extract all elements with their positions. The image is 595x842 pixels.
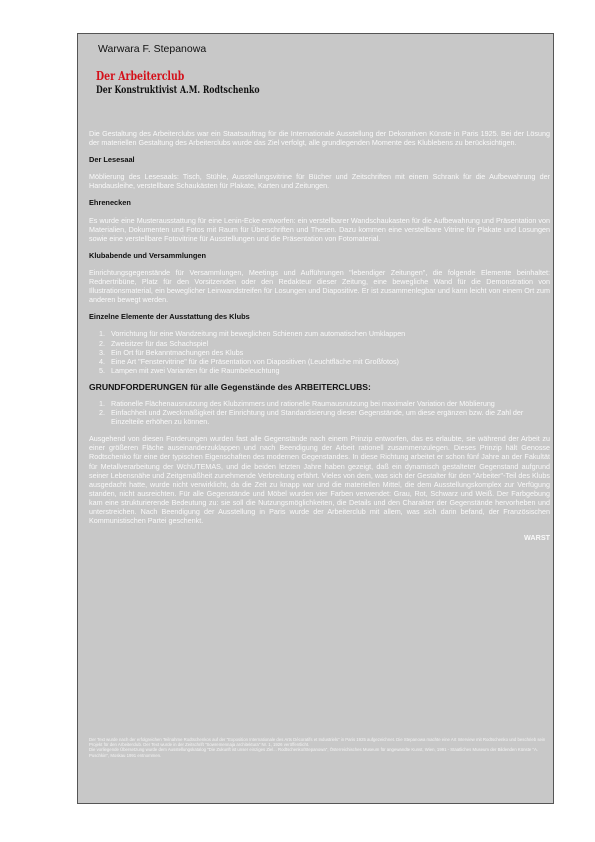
requirements-list (89, 399, 550, 426)
footnotes (89, 737, 550, 758)
list-item: 2. Zweisitzer für das Schachspiel (107, 339, 550, 348)
page-subtitle: Der Konstruktivist A.M. Rodtschenko (96, 85, 260, 96)
signature: WARST (524, 533, 550, 543)
list-item: 3. Ein Ort für Bekanntmachungen des Klubs (107, 348, 550, 357)
section-text: Es wurde eine Musterausstattung für eine Lenin-Ecke entworfen: ein verstellbarer Wandschaukasten für die Aufbewahrung und Präsentation von Materialien, Dokumenten und Fotos mit Raum für Überschriften und Thesen. Dazu kommen eine verstellbare Vitrine für Plakate und Losungen sowie eine verstellbare Fotovitrine für Ausstellungen und die Präsentation von Fotomaterial. (89, 215, 550, 243)
requirements-heading: GRUNDFORDERUNGEN für alle Gegenstände des ARBEITERCLUBS: (89, 381, 371, 392)
list-item: 4. Eine Art "Fenstervitrine" für die Präsentation von Diapositiven (Leuchtfläche mit Großfotos) (107, 357, 550, 366)
section-text: Möblierung des Lesesaals: Tisch, Stühle, Ausstellungsvitrine für Bücher und Zeitschriften mit einem Schrank für die Aufbewahrung der Handausleihe, verstellbare Schaukästen für Plakate, Karten und Zeitungen. (89, 172, 550, 191)
section-heading: Der Lesesaal (89, 155, 135, 165)
conclusion-paragraph: Ausgehend von diesen Forderungen wurden fast alle Gegenstände nach einem Prinzip entworfen, das es erlaubte, sie während der Arbeit zu einer größeren Fläche auseinanderzuklappen und nach Beendigung der Arbeit rationell zusammenzulegen. Dieses Prinzip hält Genosse Rodtschenko für eine der typischen Eigenschaften des modernen Gegenstandes. In diese Richtung arbeitet er schon fünf Jahre an der Fakultät für Metallverarbeitung der WchUTEMAS, und die beiden letzten Jahre haben gezeigt, daß ein dynamisch gestalteter Gegenstand aufgrund seiner Lebensnähe und Zeitgemäßheit zunehmende Verbreitung erfährt. Vieles von dem, was sich der Gestalter für den "Arbeiter"-Teil des Klubs ausgedacht hatte, wurde nicht verwirklicht, da die Zeit zu knapp war und die materiellen Mittel, die dem Ausstellungskomplex zur Verfügung standen, nicht ausreichten. Für alle Gegenstände und Möbel wurden vier Farben verwendet: Grau, Rot, Schwarz und Weiß. Der Farbgebung kam eine strukturierende Bedeutung zu: sie soll die Nutzungsmöglichkeiten, die Details und den Charakter der Gegenstände hervorheben und unterstreichen. Nach Beendigung der Ausstellung in Paris wurde der Arbeiterclub mit allem, was sich darin befand, der Französischen Kommunistischen Partei geschenkt. (89, 434, 550, 526)
list-item: 2. Einfachheit und Zweckmäßigkeit der Einrichtung und Standardisierung dieser Gegenstände, um diese ergänzen bzw. die Zahl der Einzelteile erhöhen zu können. (107, 408, 550, 426)
page-panel (77, 33, 554, 804)
article-body (89, 129, 550, 550)
footnote: Der Text wurde nach der erfolgreichen Teilnahme Rodtschenkos auf der "Exposition Internationale des Arts Décoratifs et Industriels" in Paris 1925 aufgezeichnet. Die Stepanowa machte eine Art Interview mit Rodtschenko und beschrieb sein Projekt für den Arbeiterclub. Der Text wurde in der Zeitschrift "Sowremennaja architektura" Nr. 1, 1926 veröffentlicht. (89, 737, 546, 748)
footnote: Die vorliegende Übersetzung wurde dem Ausstellungskatalog "Die Zukunft ist unser einziges Ziel... Rodtschenko/Stepanowa", Österreichisches Museum für angewandte Kunst, Wien, 1991 - Staatliches Museum der Bildenden Künste "A. Puschkin", Moskau 1991 entnommen. (89, 747, 539, 758)
section-text: Einrichtungsgegenstände für Versammlungen, Meetings und Aufführungen "lebendiger Zeitungen", die folgende Elemente beinhaltet: Rednertribüne, Platz für den Vorsitzenden oder den Redakteur dieser Zeitung, eine bewegliche Wand für die Demonstration von Illustrationsmaterial, ein beweglicher Leinwandstreifen für Losungen und Diapositive. Er ist zusammenlegbar und kann leicht von einem Ort zum anderen bewegt werden. (89, 267, 550, 305)
page-title: Der Arbeiterclub (96, 69, 185, 83)
intro-paragraph: Die Gestaltung des Arbeiterclubs war ein Staatsauftrag für die Internationale Ausstellung der Dekorativen Künste in Paris 1925. Bei der Lösung der materiellen Gestaltung des Arbeiterclubs wurde das Ziel verfolgt, alle grundlegenden Momente des Klublebens zu berücksichtigen. (89, 129, 550, 148)
section-heading: Klubabende und Versammlungen (89, 250, 207, 260)
section-heading: Ehrenecken (89, 198, 131, 208)
list-item: 1. Rationelle Flächenausnutzung des Klubzimmers und rationelle Raumausnutzung bei maximaler Variation der Möblierung (107, 399, 550, 408)
list-item: 1. Vorrichtung für eine Wandzeitung mit beweglichen Schienen zum automatischen Umklappen (107, 329, 550, 338)
elements-list (89, 329, 550, 374)
list-item: 5. Lampen mit zwei Varianten für die Raumbeleuchtung (107, 366, 550, 375)
elements-heading: Einzelne Elemente der Ausstattung des Klubs (89, 312, 250, 322)
author-name: Warwara F. Stepanowa (98, 43, 207, 55)
